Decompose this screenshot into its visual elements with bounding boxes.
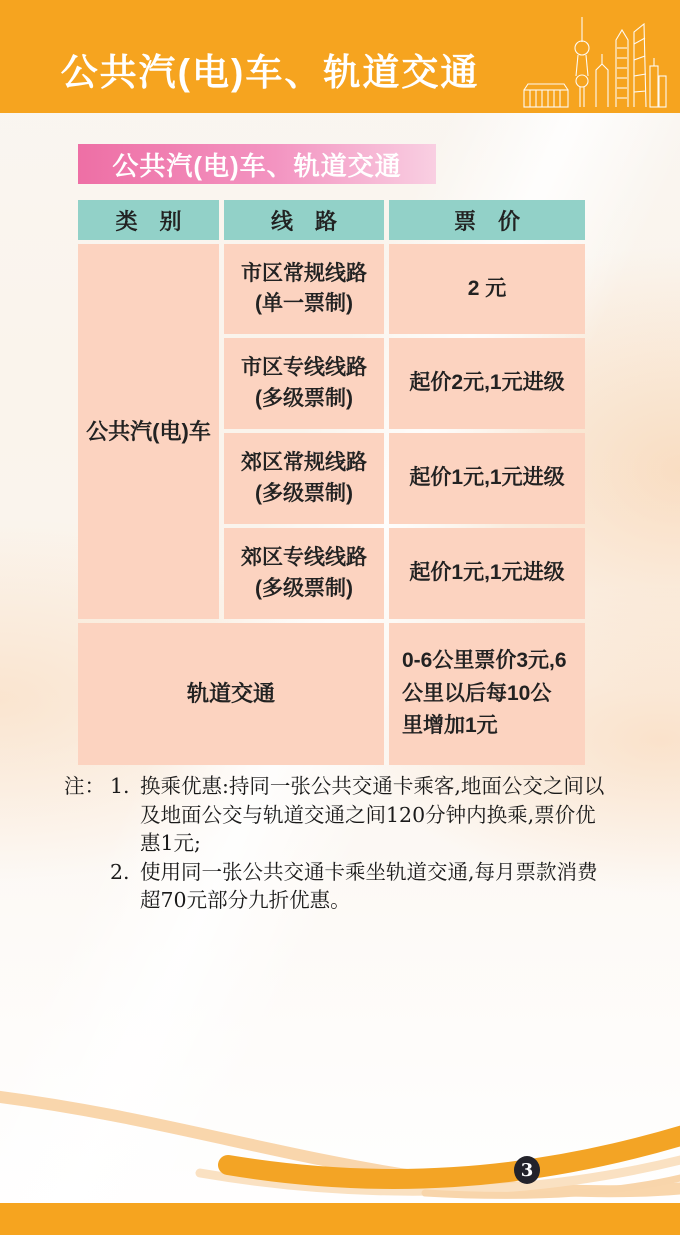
note-text: 换乘优惠:持同一张公共交通卡乘客,地面公交之间以及地面公交与轨道交通之间120分钟内换乘,票价优惠1元; <box>140 774 605 855</box>
rail-fare-cell: 0-6公里票价3元,6公里以后每10公里增加1元 <box>389 623 585 765</box>
note-item <box>110 858 612 915</box>
col-header-fare: 票 价 <box>389 200 585 240</box>
line-system: (多级票制) <box>255 576 353 600</box>
line-name: 郊区常规线路 <box>241 451 367 475</box>
section-title: 公共汽(电)车、轨道交通 <box>112 150 402 181</box>
line-system: (多级票制) <box>255 481 353 505</box>
section-banner <box>78 144 436 184</box>
bus-line-cell <box>224 338 384 429</box>
col-header-category: 类 别 <box>78 200 219 240</box>
line-name: 市区专线线路 <box>241 356 367 380</box>
bus-line-cell <box>224 528 384 619</box>
note-item <box>110 772 612 858</box>
page-number-badge <box>514 1156 540 1184</box>
notes-block <box>64 772 612 915</box>
line-system: (多级票制) <box>255 386 353 410</box>
footer-swoosh-decoration <box>0 1083 680 1205</box>
shanghai-skyline-icon <box>520 14 668 110</box>
bus-fare-cell: 起价1元,1元进级 <box>389 528 585 619</box>
page-header-band <box>0 0 680 113</box>
fare-table <box>78 200 585 765</box>
col-header-line: 线 路 <box>224 200 384 240</box>
notes-list <box>110 772 612 915</box>
bottom-orange-band <box>0 1203 680 1235</box>
note-text: 使用同一张公共交通卡乘坐轨道交通,每月票款消费超70元部分九折优惠。 <box>140 859 598 912</box>
page-title: 公共汽(电)车、轨道交通 <box>60 52 480 93</box>
bus-line-cell <box>224 433 384 524</box>
note-number: 2. <box>110 859 130 884</box>
line-name: 市区常规线路 <box>241 261 367 285</box>
line-system: (单一票制) <box>255 292 353 315</box>
bus-fare-cell: 起价1元,1元进级 <box>389 433 585 524</box>
notes-prefix: 注： <box>64 774 105 798</box>
line-name: 郊区专线线路 <box>241 546 367 570</box>
bus-line-cell <box>224 244 384 334</box>
rail-category-cell: 轨道交通 <box>78 623 384 765</box>
note-number: 1. <box>110 774 130 798</box>
bus-category-cell: 公共汽(电)车 <box>78 244 219 619</box>
bus-fare-cell: 2 元 <box>389 244 585 334</box>
bus-fare-cell: 起价2元,1元进级 <box>389 338 585 429</box>
page-number: 3 <box>520 1159 534 1181</box>
